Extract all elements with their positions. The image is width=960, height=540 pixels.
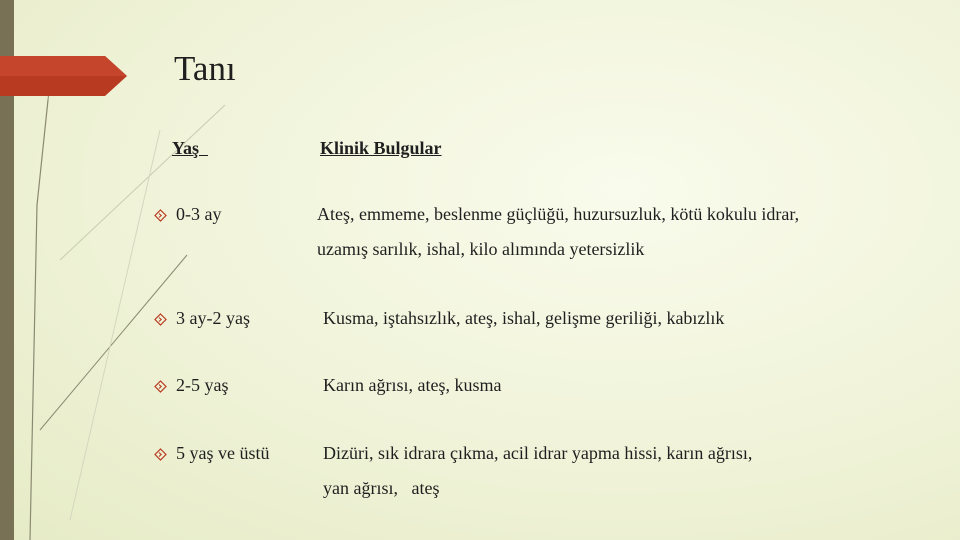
diamond-arrow-icon (154, 209, 167, 222)
findings-row-1-line-1: Ateş, emmeme, beslenme güçlüğü, huzursuzluk, kötü kokulu idrar, (317, 204, 800, 224)
diamond-arrow-icon (154, 448, 167, 461)
diamond-arrow-icon (154, 380, 167, 393)
findings-row-4-line-1: Dizüri, sık idrara çıkma, acil idrar yapma hissi, karın ağrısı, (323, 443, 753, 463)
findings-row-3-line-1: Karın ağrısı, ateş, kusma (323, 375, 502, 395)
title-accent-tab (0, 56, 127, 96)
age-row-4: 5 yaş ve üstü (176, 443, 270, 463)
age-row-3: 2-5 yaş (176, 375, 229, 395)
findings-row-1-line-2: uzamış sarılık, ishal, kilo alımında yetersizlik (317, 239, 645, 259)
findings-row-2-line-1: Kusma, iştahsızlık, ateş, ishal, gelişme geriliği, kabızlık (323, 308, 725, 328)
slide-title: Tanı (174, 49, 236, 88)
findings-column-header: Klinik Bulgular (320, 138, 442, 158)
age-row-2: 3 ay-2 yaş (176, 308, 250, 328)
age-column-header: Yaş (172, 138, 209, 158)
age-row-1: 0-3 ay (176, 204, 222, 224)
diamond-arrow-icon (154, 313, 167, 326)
findings-row-4-line-2: yan ağrısı, ateş (323, 478, 440, 498)
